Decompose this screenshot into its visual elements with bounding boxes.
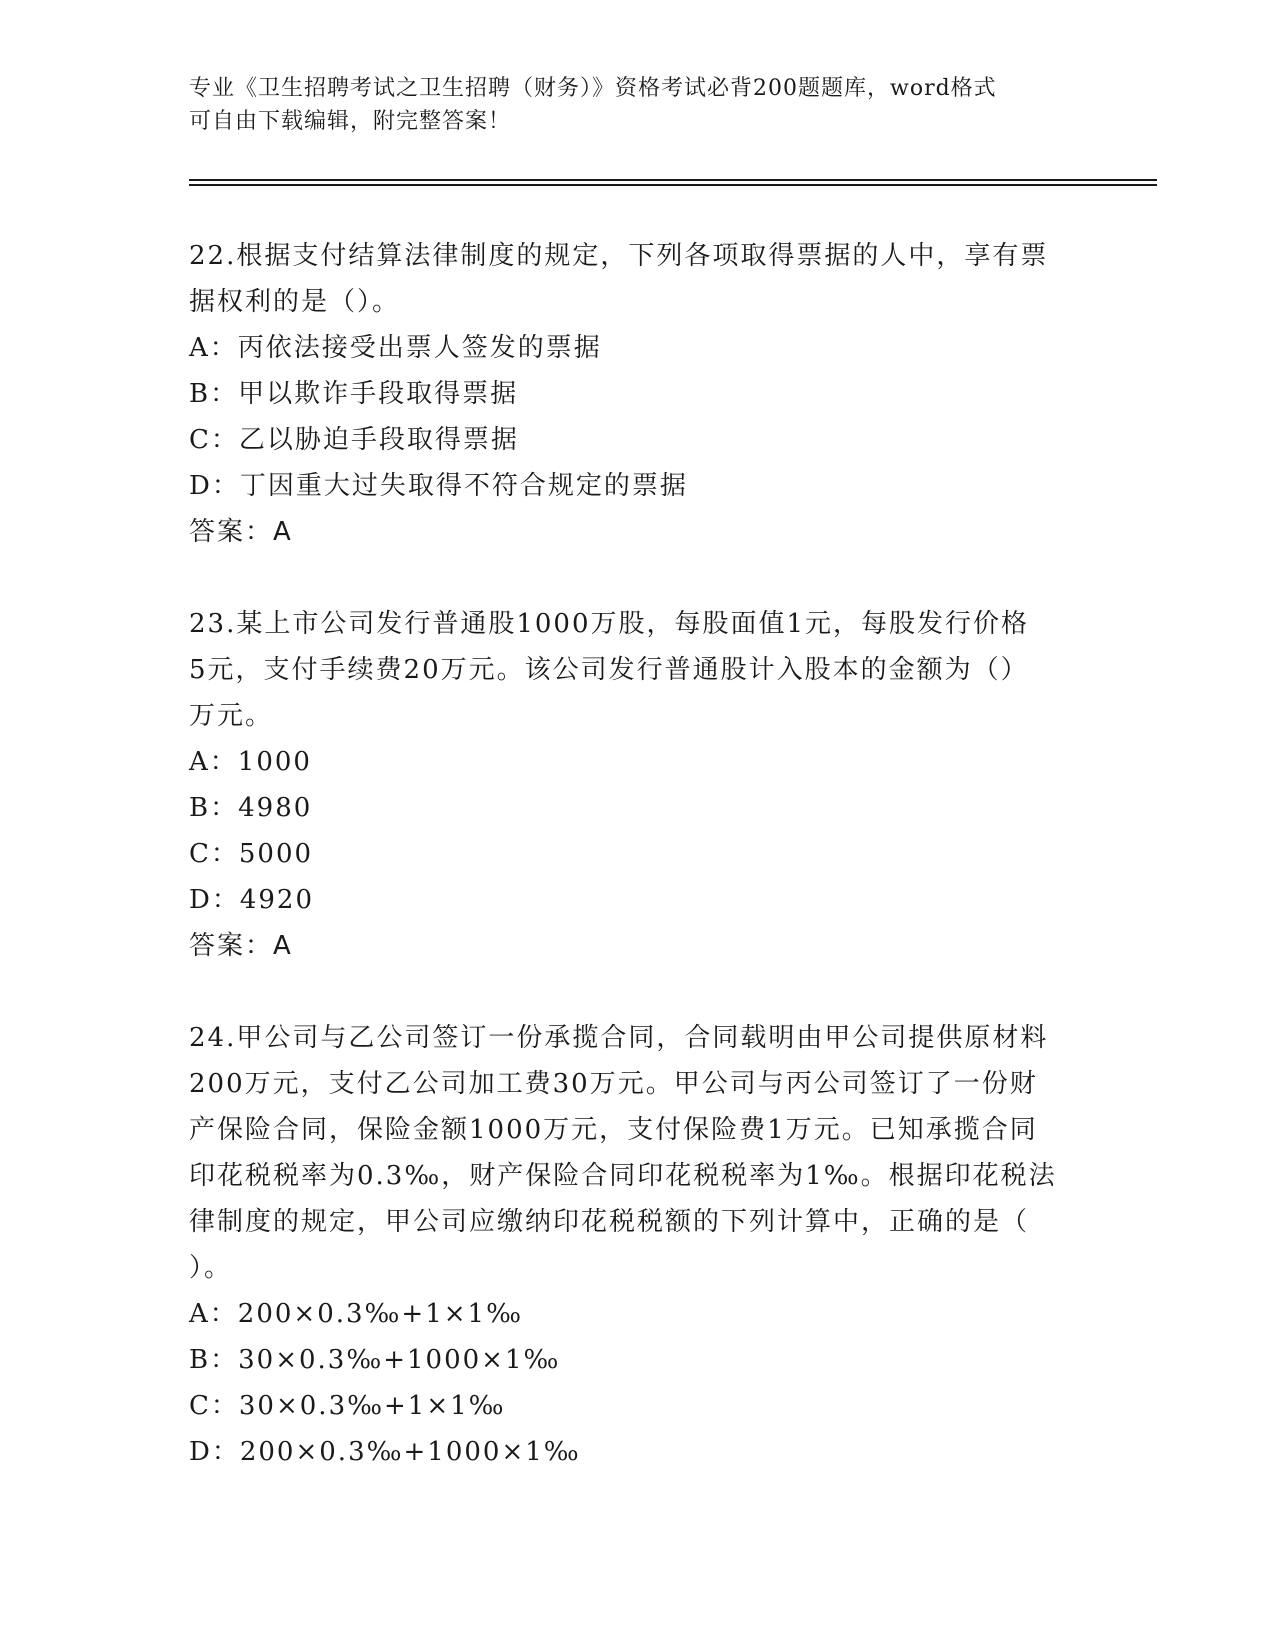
question-text: 22.根据支付结算法律制度的规定，下列各项取得票据的人中，享有票: [189, 241, 1049, 271]
question-text: 200万元，支付乙公司加工费30万元。甲公司与丙公司签订了一份财: [189, 1069, 1038, 1099]
question-text: 律制度的规定，甲公司应缴纳印花税税额的下列计算中，正确的是（: [189, 1207, 1030, 1237]
answer: 答案：A: [189, 931, 293, 961]
option-a: A：丙依法接受出票人签发的票据: [189, 333, 602, 363]
question-23: [189, 601, 1089, 969]
option-d: D：丁因重大过失取得不符合规定的票据: [189, 471, 688, 501]
option-b: B：4980: [189, 793, 313, 823]
option-d: D：200×0.3‰+1000×1‰: [189, 1437, 581, 1467]
answer: 答案：A: [189, 517, 293, 547]
question-text: 据权利的是（）。: [189, 287, 401, 317]
header-line: 专业《卫生招聘考试之卫生招聘（财务）》资格考试必背200题题库，word格式: [189, 76, 997, 101]
question-text: 5元，支付手续费20万元。该公司发行普通股计入股本的金额为（）: [189, 655, 1029, 685]
question-text: 24.甲公司与乙公司签订一份承揽合同，合同载明由甲公司提供原材料: [189, 1023, 1049, 1053]
header-line: 可自由下载编辑，附完整答案！: [189, 109, 512, 134]
header-divider-bottom: [189, 184, 1157, 186]
question-list: [189, 233, 1089, 1475]
question-gap: [189, 555, 1089, 601]
question-text: 23.某上市公司发行普通股1000万股，每股面值1元，每股发行价格: [189, 609, 1030, 639]
question-24: [189, 1015, 1089, 1475]
header-divider-top: [189, 179, 1157, 181]
option-a: A：1000: [189, 747, 312, 777]
question-text: 万元。: [189, 701, 274, 731]
question-22: [189, 233, 1089, 555]
question-text: 印花税税率为0.3‰，财产保险合同印花税税率为1‰。根据印花税法: [189, 1161, 1057, 1191]
option-c: C：30×0.3‰+1×1‰: [189, 1391, 506, 1421]
document-header: [189, 72, 1069, 138]
option-c: C：乙以胁迫手段取得票据: [189, 425, 519, 455]
question-text: 产保险合同，保险金额1000万元，支付保险费1万元。已知承揽合同: [189, 1115, 1038, 1145]
option-d: D：4920: [189, 885, 315, 915]
option-b: B：30×0.3‰+1000×1‰: [189, 1345, 561, 1375]
question-text: ）。: [189, 1253, 233, 1283]
option-a: A：200×0.3‰+1×1‰: [189, 1299, 523, 1329]
question-gap: [189, 969, 1089, 1015]
option-b: B：甲以欺诈手段取得票据: [189, 379, 519, 409]
option-c: C：5000: [189, 839, 314, 869]
